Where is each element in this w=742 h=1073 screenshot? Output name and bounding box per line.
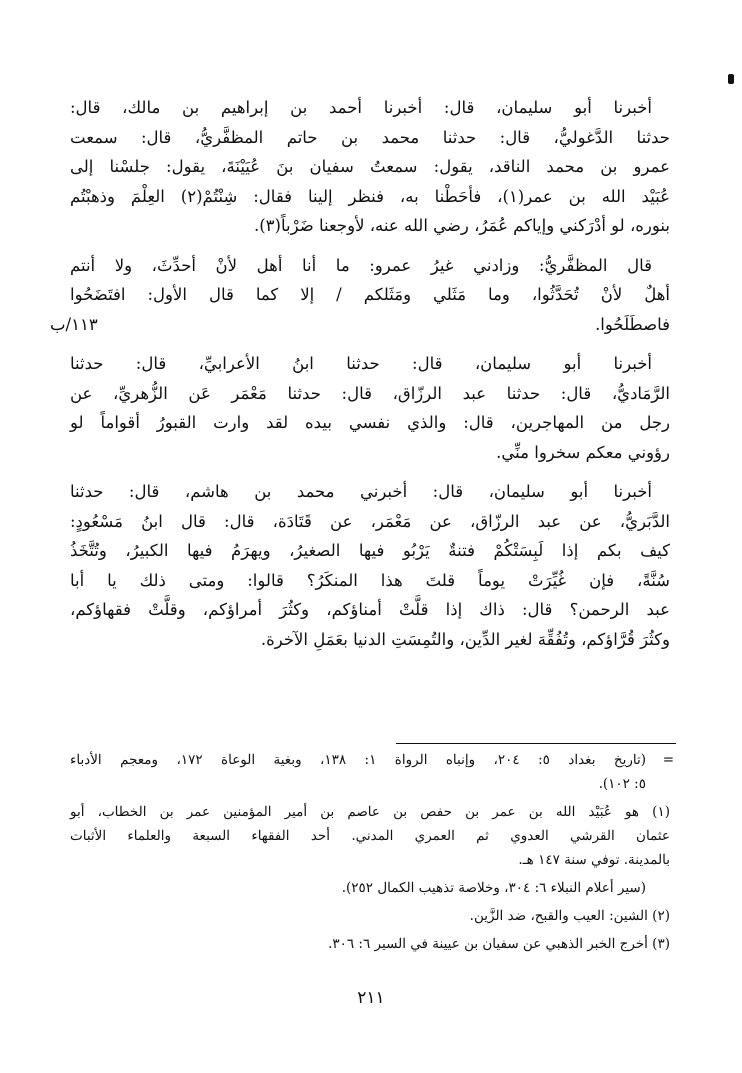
text-line: أهلٌ لأنْ تُحَدَّثُوا، وما مَثَلي ومَثَلكم / إلا كما قال الأول: افتَضَحُوا <box>70 285 670 304</box>
text-line: عبد الرحمن؟ قال: ذاك إذا قلَّتْ أمناؤكم، وكثُرَ أمراؤكم، وقلَّتْ فقهاؤكم، <box>70 600 670 619</box>
footnote-2 <box>70 904 670 928</box>
paragraph-3 <box>70 349 670 467</box>
paragraph-1 <box>70 93 670 241</box>
footnotes <box>70 748 674 960</box>
folio-mark: ١١٣/ب <box>50 315 98 334</box>
text-line: أخبرنا أبو سليمان، قال: أخبرنا أحمد بن إبراهيم بن مالك، قال: <box>70 98 652 117</box>
text-line: رؤوني معكم سخروا منِّي. <box>496 442 670 462</box>
footnote-line: (١) هو عُبَيْد الله بن عمر بن حفص بن عاصم بن أمير المؤمنين عمر بن الخطاب، أبو <box>70 804 670 820</box>
text-line: الدَّبَريُّ، عن عبد الرزّاق، عن مَعْمَر، عن قَتَادَة، قال: قال ابنُ مَسْعُودٍ: <box>70 511 670 531</box>
text-line: فاصطَلَحُوا. <box>595 314 670 334</box>
text-line: رجل من المهاجرين، قال: والذي نفسي بيده لقد وارت القبورُ أقواماً لو <box>70 413 670 432</box>
continuation-marker: = <box>662 752 674 768</box>
page-number: ٢١١ <box>357 988 385 1008</box>
text-line: كيف بكم إذا لَبِسَتْكُمْ فتنةٌ يَرْبُو فيها الصغيرُ، ويهرَمُ فيها الكبيرُ، وتُتَّخَذُ <box>70 541 670 560</box>
footnote-continued <box>70 748 670 796</box>
footnote-line: (٢) الشين: العيب والقبح، ضد الزَّين. <box>469 908 670 924</box>
footnote-line: (تاريخ بغداد ٥: ٢٠٤، وإنباه الرواة ١: ١٣٨، وبغية الوعاة ١٧٢، ومعجم الأدباء <box>70 752 646 768</box>
footnote-line: ٥: ١٠٢). <box>598 776 646 792</box>
footnote-divider <box>396 743 676 744</box>
footnote-1-sources <box>70 876 670 900</box>
text-line: وكثُرَ قُرَّاؤكم، وتُفُقِّهَ لغير الدِّين، والتُمِسَتِ الدنيا بعَمَلِ الآخرة. <box>260 629 670 649</box>
text-line: سُنَّةً، فإن غُيِّرَتْ يوماً قلتَ هذا المنكَرُ؟ قالوا: ومتى ذلك يا أبا <box>70 570 670 590</box>
footnote-3 <box>70 932 670 956</box>
text-line: عُبَيْد الله بن عمر(١)، فأحَطْنا به، فنظر إلينا فقال: شِنْتُمْ(٢) العِلْمَ وذهبْتُم <box>70 186 671 206</box>
margin-mark <box>728 74 734 84</box>
main-text <box>70 93 670 664</box>
text-line: الرَّمَاديُّ، قال: حدثنا عبد الرزّاق، قال: حدثنا مَعْمَر عَن الزُّهريِّ، عن <box>70 383 670 403</box>
footnote-line: عثمان القرشي العدوي ثم العمري المدني. أحد الفقهاء السبعة والعلماء الأثبات <box>70 828 670 844</box>
text-line: بنوره، لو أدْرَكني وإياكم عُمَرُ، رضي الله عنه، لأوجعنا ضَرْباً(٣). <box>253 216 670 235</box>
text-line: عمرو بن محمد الناقد، يقول: سمعتُ سفيان بنَ عُيَيْنَةَ، يقول: جلسْنا إلى <box>70 157 670 176</box>
text-line: أخبرنا أبو سليمان، قال: أخبرني محمد بن هاشم، قال: حدثنا <box>70 482 652 501</box>
footnote-line: (سير أعلام النبلاء ٦: ٣٠٤، وخلاصة تذهيب الكمال ٢٥٢). <box>341 880 646 896</box>
footnote-line: (٣) أخرج الخبر الذهبي عن سفيان بن عيينة في السير ٦: ٣٠٦. <box>328 936 670 952</box>
paragraph-4 <box>70 477 670 654</box>
text-line: أخبرنا أبو سليمان، قال: حدثنا ابنُ الأعرابيِّ، قال: حدثنا <box>70 354 652 373</box>
footnote-line: بالمدينة. توفي سنة ١٤٧ هـ. <box>518 852 670 868</box>
text-line: قال المظفَّريُّ: وزادني غيرُ عمرو: ما أنا أهل لأنْ أحدِّثَ، ولا أنتم <box>70 255 652 275</box>
footnote-1 <box>70 800 670 872</box>
paragraph-2 <box>70 251 670 340</box>
text-line: حدثنا الدَّغوليُّ، قال: حدثنا محمد بن حاتم المظفَّريُّ، قال: سمعت <box>70 127 670 147</box>
